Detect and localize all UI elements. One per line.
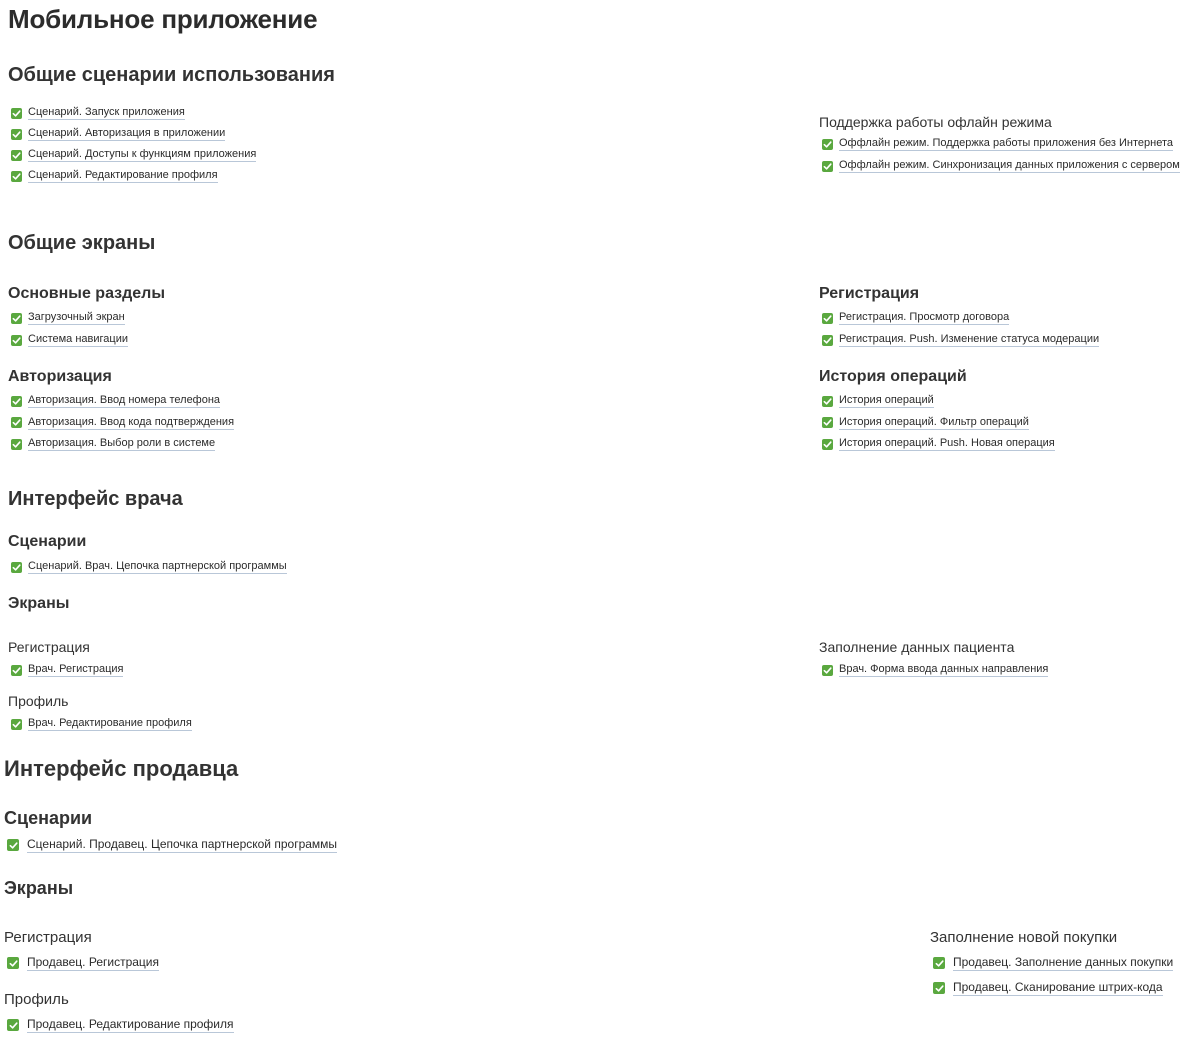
subsection-title-doctor-patient: Заполнение данных пациента: [819, 639, 1015, 655]
subsection-title-doctor-registration: Регистрация: [8, 639, 90, 655]
subsection-title-seller-screens: Экраны: [4, 878, 74, 898]
scenario-item-link[interactable]: Сценарий. Доступы к функциям приложения: [28, 148, 257, 160]
subsection-title-seller-scenarios: Сценарии: [4, 808, 93, 828]
auth-item: [11, 437, 215, 451]
seller-purchase-item-link[interactable]: Продавец. Заполнение данных покупки: [953, 955, 1174, 969]
checkbox-checked-icon[interactable]: [11, 439, 22, 450]
checkbox-checked-icon[interactable]: [7, 839, 19, 851]
auth-item: [11, 416, 234, 430]
subsection-title-doctor-screens: Экраны: [8, 595, 70, 612]
subsection-title-auth: Авторизация: [8, 368, 112, 385]
seller-profile-item: [7, 1017, 234, 1033]
main-item: [11, 311, 125, 325]
section-title-common-scenarios: Общие сценарии использования: [8, 64, 335, 86]
offline-item: [822, 137, 1173, 151]
section-title-common-screens: Общие экраны: [8, 232, 156, 254]
section-title-doctor: Интерфейс врача: [8, 488, 183, 510]
checkbox-checked-icon[interactable]: [933, 957, 945, 969]
doctor-profile-item-link[interactable]: Врач. Редактирование профиля: [28, 717, 192, 729]
checkbox-checked-icon[interactable]: [11, 396, 22, 407]
history-item-link[interactable]: История операций. Фильтр операций: [839, 415, 1029, 428]
doctor-patient-item: [822, 663, 1048, 677]
seller-purchase-item-link[interactable]: Продавец. Сканирование штрих-кода: [953, 980, 1163, 994]
doctor-scenario-item-link[interactable]: Сценарий. Врач. Цепочка партнерской программы: [28, 560, 287, 572]
history-item: [822, 416, 1029, 430]
history-item: [822, 394, 934, 408]
checkbox-checked-icon[interactable]: [822, 396, 833, 407]
auth-item-link[interactable]: Авторизация. Ввод номера телефона: [28, 394, 221, 406]
registration-item-link[interactable]: Регистрация. Просмотр договора: [839, 311, 1010, 323]
subsection-title-seller-purchase: Заполнение новой покупки: [930, 929, 1118, 946]
checkbox-checked-icon[interactable]: [11, 562, 22, 573]
subsection-title-doctor-profile: Профиль: [8, 693, 69, 709]
checkbox-checked-icon[interactable]: [11, 150, 22, 161]
checkbox-checked-icon[interactable]: [822, 439, 833, 450]
registration-item-link[interactable]: Регистрация. Push. Изменение статуса модерации: [839, 333, 1100, 345]
checkbox-checked-icon[interactable]: [7, 957, 19, 969]
doctor-profile-item: [11, 717, 192, 731]
subsection-title-offline: Поддержка работы офлайн режима: [819, 114, 1052, 130]
subsection-title-main: Основные разделы: [8, 285, 165, 302]
seller-scenario-item: [7, 837, 337, 853]
checkbox-checked-icon[interactable]: [822, 139, 833, 150]
checkbox-checked-icon[interactable]: [11, 417, 22, 428]
scenario-item: [11, 106, 185, 120]
subsection-title-seller-profile: Профиль: [4, 991, 69, 1008]
checkbox-checked-icon[interactable]: [11, 665, 22, 676]
seller-purchase-item: [933, 955, 1173, 971]
subsection-title-history: История операций: [819, 368, 967, 385]
scenario-item-link[interactable]: Сценарий. Редактирование профиля: [28, 169, 218, 181]
checkbox-checked-icon[interactable]: [822, 313, 833, 324]
checkbox-checked-icon[interactable]: [822, 335, 833, 346]
seller-purchase-item: [933, 980, 1163, 996]
subsection-title-doctor-scenarios: Сценарии: [8, 533, 87, 550]
subsection-title-seller-registration: Регистрация: [4, 929, 92, 946]
checkbox-checked-icon[interactable]: [822, 161, 833, 172]
history-item-link[interactable]: История операций. Push. Новая операция: [839, 437, 1055, 449]
checkbox-checked-icon[interactable]: [7, 1019, 19, 1031]
subsection-title-registration: Регистрация: [819, 285, 920, 302]
checkbox-checked-icon[interactable]: [11, 129, 22, 140]
auth-item-link[interactable]: Авторизация. Ввод кода подтверждения: [28, 415, 235, 428]
history-item: [822, 437, 1055, 451]
scenario-item: [11, 169, 218, 183]
registration-item: [822, 311, 1009, 325]
seller-registration-item-link[interactable]: Продавец. Регистрация: [27, 955, 159, 969]
registration-item: [822, 333, 1099, 347]
offline-item-link[interactable]: Оффлайн режим. Синхронизация данных приложения с сервером: [839, 159, 1180, 171]
scenario-item: [11, 148, 256, 162]
offline-item-link[interactable]: Оффлайн режим. Поддержка работы приложения без Интернета: [839, 137, 1173, 149]
section-title-seller: Интерфейс продавца: [4, 756, 239, 781]
scenario-item-link[interactable]: Сценарий. Авторизация в приложении: [28, 127, 226, 139]
checkbox-checked-icon[interactable]: [11, 171, 22, 182]
main-item-link[interactable]: Загрузочный экран: [28, 311, 125, 323]
doctor-registration-item-link[interactable]: Врач. Регистрация: [28, 663, 124, 675]
checkbox-checked-icon[interactable]: [933, 982, 945, 994]
auth-item-link[interactable]: Авторизация. Выбор роли в системе: [28, 437, 216, 449]
offline-item: [822, 159, 1180, 173]
doctor-patient-item-link[interactable]: Врач. Форма ввода данных направления: [839, 663, 1049, 675]
main-item: [11, 333, 128, 347]
checkbox-checked-icon[interactable]: [11, 108, 22, 119]
checkbox-checked-icon[interactable]: [11, 335, 22, 346]
doctor-scenario-item: [11, 560, 287, 574]
checkbox-checked-icon[interactable]: [822, 665, 833, 676]
doctor-registration-item: [11, 663, 123, 677]
seller-scenario-item-link[interactable]: Сценарий. Продавец. Цепочка партнерской программы: [27, 837, 338, 851]
seller-profile-item-link[interactable]: Продавец. Редактирование профиля: [27, 1017, 234, 1031]
auth-item: [11, 394, 220, 408]
history-item-link[interactable]: История операций: [839, 394, 934, 406]
seller-registration-item: [7, 955, 159, 971]
checkbox-checked-icon[interactable]: [822, 417, 833, 428]
scenario-item-link[interactable]: Сценарий. Запуск приложения: [28, 106, 185, 118]
page-title: Мобильное приложение: [8, 4, 318, 34]
scenario-item: [11, 127, 225, 141]
checkbox-checked-icon[interactable]: [11, 719, 22, 730]
main-item-link[interactable]: Система навигации: [28, 333, 129, 345]
checkbox-checked-icon[interactable]: [11, 313, 22, 324]
